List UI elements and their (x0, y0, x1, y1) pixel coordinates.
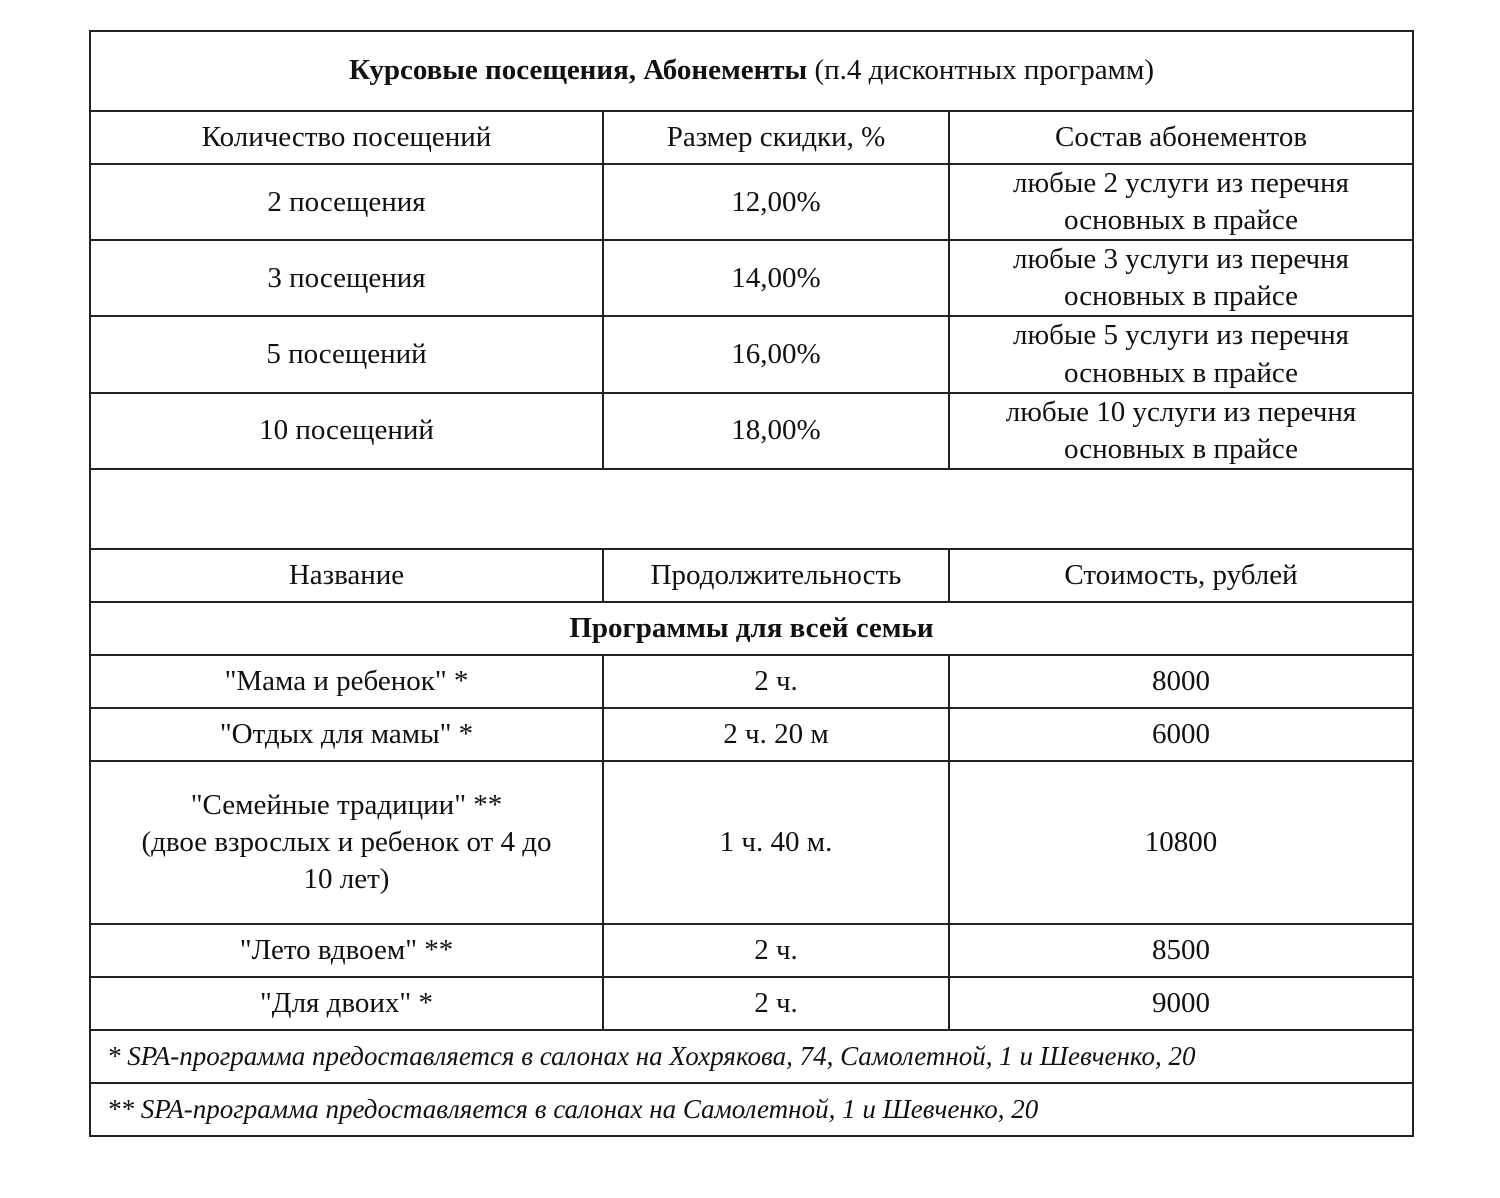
duration-cell: 2 ч. (603, 977, 949, 1030)
table-row (90, 316, 1413, 392)
program-name-line: "Семейные традиции" ** (190, 788, 503, 821)
spacer-row (90, 469, 1413, 549)
content-line: основных в прайсе (1063, 432, 1298, 465)
discount-cell: 12,00% (603, 164, 949, 240)
program-name-line: 10 лет) (303, 862, 390, 895)
duration-cell: 2 ч. (603, 924, 949, 977)
discount-cell: 18,00% (603, 393, 949, 469)
courses-title-rest: (п.4 дисконтных программ) (807, 54, 1154, 87)
note-row (90, 1083, 1413, 1136)
program-name-cell: "Мама и ребенок" * (90, 655, 603, 708)
price-cell: 10800 (949, 761, 1413, 924)
discount-cell: 14,00% (603, 240, 949, 316)
content-cell (949, 316, 1413, 392)
programs-header-row (90, 549, 1413, 602)
visits-cell: 3 посещения (90, 240, 603, 316)
program-name-line: (двое взрослых и ребенок от 4 до (141, 825, 552, 858)
column-header-duration: Продолжительность (603, 549, 949, 602)
table-row (90, 924, 1413, 977)
courses-title-row (90, 31, 1413, 111)
courses-header-row (90, 111, 1413, 164)
table-row (90, 761, 1413, 924)
price-cell: 9000 (949, 977, 1413, 1030)
courses-title-bold: Курсовые посещения, Абонементы (349, 54, 808, 87)
duration-cell: 1 ч. 40 м. (603, 761, 949, 924)
table-row (90, 708, 1413, 761)
column-header-price: Стоимость, рублей (949, 549, 1413, 602)
spacer-cell (90, 469, 1413, 549)
content-cell (949, 164, 1413, 240)
footnote-single-star: * SPA-программа предоставляется в салонах на Хохрякова, 74, Самолетной, 1 и Шевченко, 20 (90, 1030, 1413, 1083)
price-table (89, 30, 1414, 1137)
footnote-double-star: ** SPA-программа предоставляется в салонах на Самолетной, 1 и Шевченко, 20 (90, 1083, 1413, 1136)
price-cell: 6000 (949, 708, 1413, 761)
duration-cell: 2 ч. 20 м (603, 708, 949, 761)
program-name-cell: "Лето вдвоем" ** (90, 924, 603, 977)
program-name-cell: "Для двоих" * (90, 977, 603, 1030)
content-line: любые 3 услуги из перечня (1013, 243, 1349, 276)
content-cell (949, 240, 1413, 316)
content-line: основных в прайсе (1063, 204, 1298, 237)
program-name-cell: "Отдых для мамы" * (90, 708, 603, 761)
table-row (90, 655, 1413, 708)
column-header-content: Состав абонементов (949, 111, 1413, 164)
column-header-visits: Количество посещений (90, 111, 603, 164)
column-header-name: Название (90, 549, 603, 602)
note-row (90, 1030, 1413, 1083)
section-title: Программы для всей семьи (90, 602, 1413, 655)
content-cell (949, 393, 1413, 469)
visits-cell: 2 посещения (90, 164, 603, 240)
table-row (90, 240, 1413, 316)
program-name-cell (90, 761, 603, 924)
column-header-discount: Размер скидки, % (603, 111, 949, 164)
content-line: любые 5 услуги из перечня (1013, 319, 1349, 352)
content-line: основных в прайсе (1063, 280, 1298, 313)
content-line: любые 2 услуги из перечня (1013, 167, 1349, 199)
courses-title (90, 31, 1413, 111)
price-cell: 8000 (949, 655, 1413, 708)
visits-cell: 10 посещений (90, 393, 603, 469)
section-title-row (90, 602, 1413, 655)
content-line: основных в прайсе (1063, 356, 1298, 389)
discount-cell: 16,00% (603, 316, 949, 392)
table-row (90, 977, 1413, 1030)
price-cell: 8500 (949, 924, 1413, 977)
table-row (90, 164, 1413, 240)
duration-cell: 2 ч. (603, 655, 949, 708)
visits-cell: 5 посещений (90, 316, 603, 392)
content-line: любые 10 услуги из перечня (1005, 395, 1357, 428)
table-row (90, 393, 1413, 469)
